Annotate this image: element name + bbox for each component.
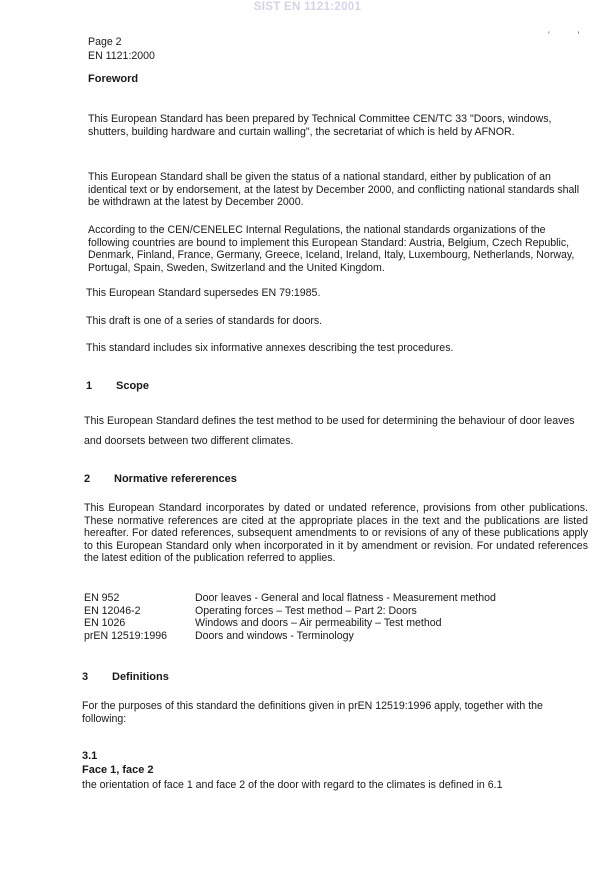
foreword-title: Foreword xyxy=(88,73,139,85)
section-title: Scope xyxy=(116,380,150,392)
corner-mark: ' xyxy=(548,30,550,40)
definitions-intro: For the purposes of this standard the definitions given in prEN 12519:1996 apply, together with the following: xyxy=(82,700,543,725)
reference-item xyxy=(84,617,544,630)
corner-mark: ' xyxy=(577,30,580,40)
definition-text: the orientation of face 1 and face 2 of the door with regard to the climates is defined in 6.1 xyxy=(82,779,503,791)
reference-title: Operating forces – Test method – Part 2: Doors xyxy=(195,604,417,617)
reference-item xyxy=(84,592,544,605)
normative-text: This European Standard incorporates by dated or undated reference, provisions from other publications. These normative references are cited at the appropriate places in the text and the publications are listed hereafter. For dated references, subsequent amendments to or revisions of any of these publications apply to this European Standard only when incorporated in it by amendment or revision. For undated references the latest edition of the publication referred to applies. xyxy=(84,502,588,565)
watermark: SIST EN 1121:2001 xyxy=(253,1,362,13)
foreword-paragraph: This European Standard supersedes EN 79:1985. xyxy=(86,287,321,299)
corner-marks xyxy=(548,30,607,40)
section-number: 1 xyxy=(86,380,93,392)
reference-code: EN 12046-2 xyxy=(84,604,141,617)
foreword-paragraph: This European Standard shall be given the status of a national standard, either by publication of an identical text or by endorsement, at the latest by December 2000, and conflicting national standards shall be withdrawn at the latest by December 2000. xyxy=(88,171,580,209)
foreword-paragraph: This draft is one of a series of standards for doors. xyxy=(86,315,323,327)
page-number: Page 2 xyxy=(88,36,122,48)
document-id: EN 1121:2000 xyxy=(88,50,155,62)
foreword-paragraph: According to the CEN/CENELEC Internal Regulations, the national standards organizations of the following countries are bound to implement this European Standard: Austria, Belgium, Czech Republic, Denmark, Finland, France, Germany, Greece, Iceland, Ireland, Italy, Luxembourg, Netherlands, Norway, Portugal, Spain, Sweden, Switzerland and the United Kingdom. xyxy=(88,224,575,274)
reference-code: prEN 12519:1996 xyxy=(84,629,168,642)
reference-title: Doors and windows - Terminology xyxy=(195,629,354,642)
reference-item xyxy=(84,605,544,618)
section-number: 3 xyxy=(82,671,89,683)
definition-term: Face 1, face 2 xyxy=(82,764,154,776)
reference-item xyxy=(84,630,544,643)
foreword-paragraph: This standard includes six informative annexes describing the test procedures. xyxy=(86,342,454,354)
definition-number: 3.1 xyxy=(82,750,98,762)
section-title: Normative refererences xyxy=(114,473,237,485)
section-heading-normative-references xyxy=(84,473,237,485)
reference-list xyxy=(84,592,544,642)
section-heading-definitions xyxy=(82,671,169,683)
reference-code: EN 1026 xyxy=(84,617,126,630)
section-number: 2 xyxy=(84,473,91,485)
reference-title: Door leaves - General and local flatness - Measurement method xyxy=(195,592,496,604)
reference-code: EN 952 xyxy=(84,592,120,604)
section-title: Definitions xyxy=(112,671,169,683)
section-heading-scope xyxy=(86,380,149,392)
foreword-paragraph: This European Standard has been prepared by Technical Committee CEN/TC 33 "Doors, windows, shutters, building hardware and curtain walling", the secretariat of which is held by AFNOR. xyxy=(88,113,552,138)
reference-title: Windows and doors – Air permeability – Test method xyxy=(195,617,442,630)
scope-text: This European Standard defines the test method to be used for determining the behaviour of door leaves and doorsets between two different climates. xyxy=(84,415,575,447)
